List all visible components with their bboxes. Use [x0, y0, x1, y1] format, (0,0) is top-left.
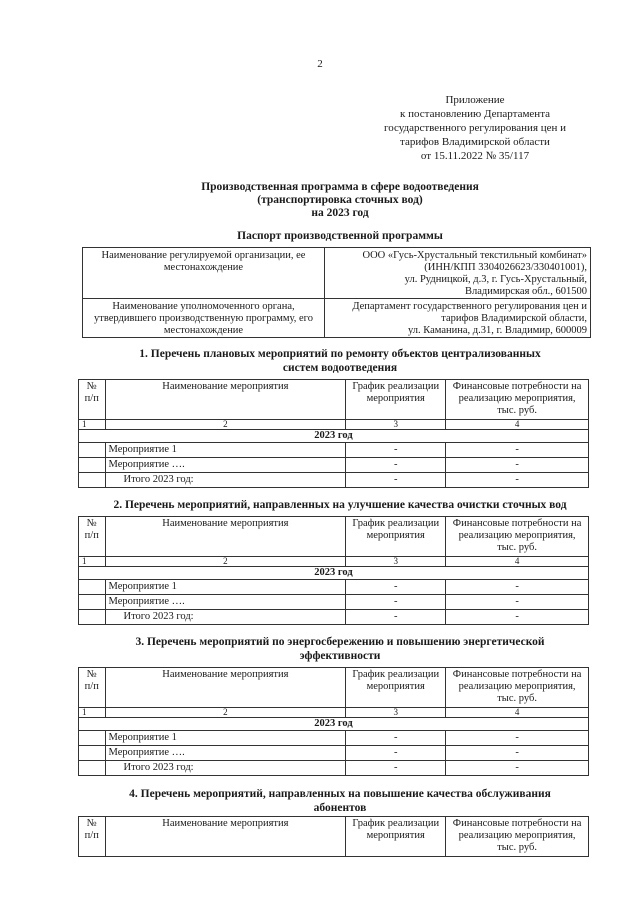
col-number: 3	[346, 420, 446, 430]
header-schedule: График реализации мероприятия	[346, 668, 446, 708]
year-label: 2023 год	[79, 718, 589, 731]
row-number	[79, 761, 106, 776]
col-number: 4	[446, 708, 589, 718]
row-number	[79, 595, 106, 610]
appendix-line: тарифов Владимирской области	[400, 136, 550, 148]
header-name: Наименование мероприятия	[105, 817, 346, 857]
table-row	[79, 458, 589, 473]
year-row	[79, 430, 589, 443]
measure-name: Мероприятие ….	[105, 458, 346, 473]
header-finance: Финансовые потребности на реализацию мероприятия, тыс. руб.	[446, 380, 589, 420]
section-title-line: эффективности	[299, 650, 381, 662]
section-title-line: 3. Перечень мероприятий по энергосбережению и повышению энергетической	[135, 636, 545, 648]
table-row	[79, 580, 589, 595]
section-4-title	[0, 787, 640, 815]
col-number: 2	[105, 708, 346, 718]
schedule-value: -	[346, 580, 446, 595]
header-schedule: График реализации мероприятия	[346, 517, 446, 557]
year-row	[79, 718, 589, 731]
schedule-value: -	[346, 443, 446, 458]
col-number: 1	[79, 557, 106, 567]
appendix-line: Приложение	[445, 94, 505, 106]
row-number	[79, 458, 106, 473]
section-3-title	[0, 635, 640, 663]
section-title-line: систем водоотведения	[282, 362, 398, 374]
section-3-table	[78, 667, 589, 776]
table-row	[79, 443, 589, 458]
value-line: ул. Рудницкой, д.3, г. Гусь-Хрустальный,	[404, 274, 587, 285]
measure-name: Мероприятие ….	[105, 746, 346, 761]
measure-name: Мероприятие 1	[105, 731, 346, 746]
section-1-table	[78, 379, 589, 488]
header-schedule: График реализации мероприятия	[346, 817, 446, 857]
year-row	[79, 567, 589, 580]
schedule-value: -	[346, 473, 446, 488]
header-schedule: График реализации мероприятия	[346, 380, 446, 420]
header-number: № п/п	[79, 817, 106, 857]
col-number: 3	[346, 557, 446, 567]
header-finance: Финансовые потребности на реализацию мероприятия, тыс. руб.	[446, 817, 589, 857]
row-number	[79, 443, 106, 458]
measure-name: Мероприятие 1	[105, 443, 346, 458]
header-name: Наименование мероприятия	[105, 668, 346, 708]
total-row	[79, 610, 589, 625]
value-line: ООО «Гусь-Хрустальный текстильный комбинат»	[362, 250, 587, 261]
year-label: 2023 год	[79, 567, 589, 580]
header-row	[79, 380, 589, 420]
schedule-value: -	[346, 610, 446, 625]
table-row	[83, 299, 591, 338]
passport-value	[324, 299, 590, 338]
finance-value: -	[446, 580, 589, 595]
header-row	[79, 817, 589, 857]
finance-value: -	[446, 746, 589, 761]
row-number	[79, 610, 106, 625]
page-number: 2	[317, 58, 323, 70]
finance-value: -	[446, 610, 589, 625]
table-row	[79, 746, 589, 761]
col-number: 3	[346, 708, 446, 718]
passport-table	[82, 247, 591, 338]
schedule-value: -	[346, 746, 446, 761]
section-4-table	[78, 816, 589, 857]
passport-value	[324, 248, 590, 299]
table-row	[83, 248, 591, 299]
value-line: Департамент государственного регулирования цен и	[352, 301, 587, 312]
header-name: Наименование мероприятия	[105, 517, 346, 557]
col-number: 1	[79, 708, 106, 718]
column-number-row	[79, 557, 589, 567]
row-number	[79, 731, 106, 746]
section-1-title	[0, 347, 640, 375]
appendix-block	[360, 93, 590, 163]
passport-label: Наименование уполномоченного органа, утвердившего производственную программу, его местонахождение	[83, 299, 325, 338]
col-number: 2	[105, 557, 346, 567]
appendix-line: государственного регулирования цен и	[383, 122, 567, 134]
schedule-value: -	[346, 731, 446, 746]
column-number-row	[79, 420, 589, 430]
col-number: 1	[79, 420, 106, 430]
finance-value: -	[446, 443, 589, 458]
finance-value: -	[446, 458, 589, 473]
col-number: 4	[446, 420, 589, 430]
header-row	[79, 517, 589, 557]
column-number-row	[79, 708, 589, 718]
header-finance: Финансовые потребности на реализацию мероприятия, тыс. руб.	[446, 517, 589, 557]
section-title-line: 4. Перечень мероприятий, направленных на повышение качества обслуживания	[129, 788, 551, 800]
value-line: тарифов Владимирской области,	[441, 313, 587, 324]
finance-value: -	[446, 761, 589, 776]
section-title-line: абонентов	[313, 802, 367, 814]
value-line: ул. Каманина, д.31, г. Владимир, 600009	[407, 325, 587, 336]
finance-value: -	[446, 595, 589, 610]
passport-title: Паспорт производственной программы	[237, 230, 443, 242]
section-title-line: 1. Перечень плановых мероприятий по ремонту объектов централизованных	[139, 348, 541, 360]
finance-value: -	[446, 473, 589, 488]
value-line: (ИНН/КПП 3304026623/330401001),	[424, 262, 587, 273]
header-number: № п/п	[79, 668, 106, 708]
section-2-title	[0, 498, 640, 512]
col-number: 4	[446, 557, 589, 567]
year-label: 2023 год	[79, 430, 589, 443]
passport-label: Наименование регулируемой организации, ее местонахождение	[83, 248, 325, 299]
header-number: № п/п	[79, 380, 106, 420]
appendix-date: от 15.11.2022 № 35/117	[420, 150, 530, 162]
finance-value: -	[446, 731, 589, 746]
header-row	[79, 668, 589, 708]
document-title	[0, 181, 640, 220]
table-row	[79, 595, 589, 610]
measure-name: Мероприятие 1	[105, 580, 346, 595]
total-row	[79, 761, 589, 776]
value-line: Владимирская обл., 601500	[464, 286, 587, 297]
section-title-line: 2. Перечень мероприятий, направленных на улучшение качества очистки сточных вод	[113, 499, 567, 511]
total-row	[79, 473, 589, 488]
section-2-table	[78, 516, 589, 625]
title-line: на 2023 год	[311, 207, 369, 219]
header-name: Наименование мероприятия	[105, 380, 346, 420]
table-row	[79, 731, 589, 746]
title-line: (транспортировка сточных вод)	[257, 194, 423, 206]
measure-name: Мероприятие ….	[105, 595, 346, 610]
total-label: Итого 2023 год:	[105, 473, 346, 488]
schedule-value: -	[346, 458, 446, 473]
row-number	[79, 580, 106, 595]
total-label: Итого 2023 год:	[105, 761, 346, 776]
schedule-value: -	[346, 761, 446, 776]
col-number: 2	[105, 420, 346, 430]
row-number	[79, 473, 106, 488]
header-number: № п/п	[79, 517, 106, 557]
total-label: Итого 2023 год:	[105, 610, 346, 625]
schedule-value: -	[346, 595, 446, 610]
appendix-line: к постановлению Департамента	[399, 108, 551, 120]
row-number	[79, 746, 106, 761]
title-line: Производственная программа в сфере водоотведения	[201, 181, 479, 193]
header-finance: Финансовые потребности на реализацию мероприятия, тыс. руб.	[446, 668, 589, 708]
